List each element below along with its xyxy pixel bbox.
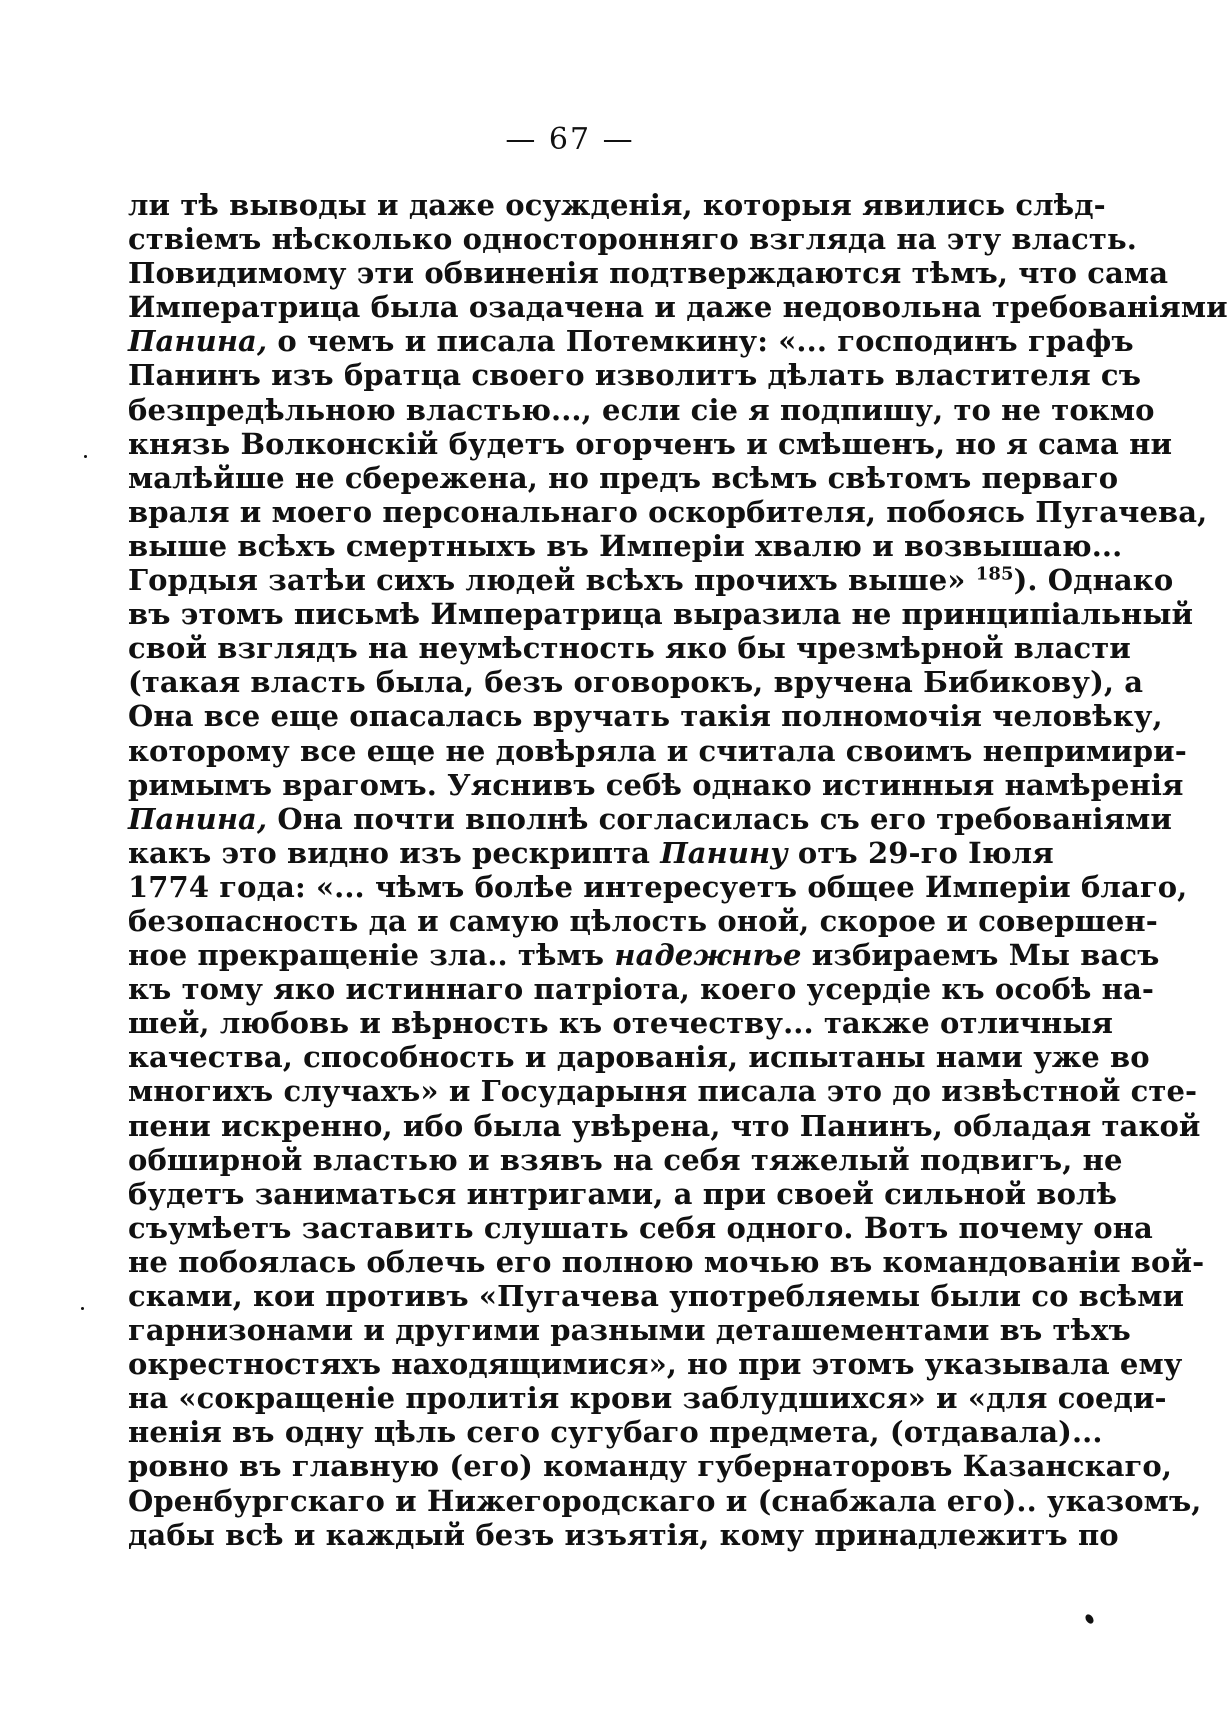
text-segment: дабы всѣ и каждый безъ изъятія, кому принадлежитъ по xyxy=(128,1517,1119,1552)
text-line xyxy=(128,563,1174,598)
text-line xyxy=(128,1449,1173,1484)
text-line xyxy=(128,324,1134,359)
text-segment: ). Однако xyxy=(1013,563,1174,598)
text-segment: Императрица была озадачена и даже недовольна требованіями xyxy=(128,290,1228,325)
text-segment: Она почти вполнѣ согласилась съ его требованіями xyxy=(267,801,1172,836)
text-line xyxy=(128,1483,1202,1518)
text-line xyxy=(128,1279,1185,1313)
print-speck xyxy=(84,455,87,458)
text-segment: выше всѣхъ смертныхъ въ Имперіи хвалю и возвышаю... xyxy=(128,528,1123,563)
text-segment: ли тѣ выводы и даже осужденія, которыя явились слѣд- xyxy=(128,188,1106,222)
text-segment: гарнизонами и другими разными деташементами въ тѣхъ xyxy=(128,1313,1131,1348)
text-line xyxy=(128,665,1144,700)
text-segment: враля и моего персональнаго оскорбителя, побоясь Пугачева, xyxy=(128,494,1208,529)
text-segment: ровно въ главную (его) команду губернаторовъ Казанскаго, xyxy=(128,1449,1173,1484)
text-line xyxy=(128,1517,1119,1552)
text-segment: съумѣетъ заставить слушать себя одного. Вотъ почему она xyxy=(128,1210,1153,1245)
text-segment: ненія въ одну цѣль сего сугубаго предмета, (отдавала)... xyxy=(128,1415,1103,1450)
text-segment: Оренбургскаго и Нижегородскаго и (снабжала его).. указомъ, xyxy=(128,1483,1202,1518)
text-segment: о чемъ и писала Потемкину: «... господинъ графъ xyxy=(267,324,1134,359)
text-line xyxy=(128,631,1131,666)
text-line xyxy=(128,1415,1103,1450)
text-line xyxy=(128,1313,1131,1348)
print-speck xyxy=(81,1307,84,1310)
text-line xyxy=(128,1142,1123,1177)
text-segment: шей, любовь и вѣрность къ отечеству... также отличныя xyxy=(128,1006,1114,1041)
text-segment: на «сокращеніе пролитія крови заблудшихся» и «для соеди- xyxy=(128,1381,1167,1416)
text-line xyxy=(128,869,1188,904)
text-line xyxy=(128,1006,1114,1041)
text-segment: сками, кои противъ «Пугачева употребляемы были со всѣми xyxy=(128,1279,1185,1313)
text-segment: пени искренно, ибо была увѣрена, что Панинъ, обладая такой xyxy=(128,1108,1201,1143)
text-segment: князь Волконскій будетъ огорченъ и смѣшенъ, но я сама ни xyxy=(128,426,1173,461)
text-line xyxy=(128,256,1169,291)
text-segment: избираемъ Мы васъ xyxy=(801,938,1160,973)
text-line xyxy=(128,972,1155,1007)
footnote-marker: 185 xyxy=(975,563,1014,585)
text-line xyxy=(128,358,1142,393)
print-speck xyxy=(1084,1613,1095,1625)
text-line xyxy=(128,1244,1205,1279)
italic-text: Панина, xyxy=(128,801,268,836)
page-number: — 67 — xyxy=(505,122,635,157)
text-segment: обширной властью и взявъ на себя тяжелый подвигъ, не xyxy=(128,1142,1123,1177)
text-line xyxy=(128,1210,1153,1245)
text-line xyxy=(128,1040,1150,1075)
text-line xyxy=(128,938,1160,973)
text-segment: малѣйше не сбережена, но предъ всѣмъ свѣтомъ перваго xyxy=(128,460,1119,495)
text-segment: какъ это видно изъ рескрипта xyxy=(128,835,661,870)
text-line xyxy=(128,494,1208,529)
text-line xyxy=(128,1347,1183,1382)
text-line xyxy=(128,188,1106,222)
text-segment: Она все еще опасалась вручать такія полномочія человѣку, xyxy=(128,699,1163,734)
text-segment: многихъ случахъ» и Государыня писала это до извѣстной сте- xyxy=(128,1074,1198,1109)
text-line xyxy=(128,426,1173,461)
text-line xyxy=(128,222,1137,257)
text-line xyxy=(128,767,1184,802)
italic-text: Панину xyxy=(660,835,788,870)
text-segment: въ этомъ письмѣ Императрица выразила не принципіальный xyxy=(128,597,1194,632)
italic-text: надежнѣе xyxy=(614,938,802,973)
text-line xyxy=(128,733,1187,768)
text-line xyxy=(128,597,1194,632)
text-segment: римымъ врагомъ. Уяснивъ себѣ однако истинныя намѣренія xyxy=(128,767,1184,802)
text-line xyxy=(128,1176,1118,1211)
text-segment: 1774 года: «... чѣмъ болѣе интересуетъ общее Имперіи благо, xyxy=(128,869,1188,904)
text-line xyxy=(128,1381,1167,1416)
text-segment: свой взглядъ на неумѣстность яко бы чрезмѣрной власти xyxy=(128,631,1131,666)
text-line xyxy=(128,801,1172,836)
text-segment: окрестностяхъ находящимися», но при этомъ указывала ему xyxy=(128,1347,1183,1382)
text-line xyxy=(128,290,1228,325)
text-segment: Повидимому эти обвиненія подтверждаются тѣмъ, что сама xyxy=(128,256,1169,291)
text-line xyxy=(128,699,1163,734)
italic-text: Панина, xyxy=(128,324,268,359)
text-line xyxy=(128,392,1155,427)
text-segment: ное прекращеніе зла.. тѣмъ xyxy=(128,938,615,973)
text-segment: не побоялась облечь его полною мочью въ командованіи вой- xyxy=(128,1244,1205,1279)
text-segment: будетъ заниматься интригами, а при своей сильной волѣ xyxy=(128,1176,1118,1211)
text-segment: къ тому яко истиннаго патріота, коего усердіе къ особѣ на- xyxy=(128,972,1155,1007)
text-line xyxy=(128,1108,1201,1143)
text-segment: (такая власть была, безъ оговорокъ, вручена Бибикову), а xyxy=(128,665,1144,700)
text-segment: отъ 29-го Іюля xyxy=(787,835,1054,870)
text-segment: Панинъ изъ братца своего изволитъ дѣлать властителя съ xyxy=(128,358,1142,393)
text-line xyxy=(128,528,1123,563)
text-line xyxy=(128,1074,1198,1109)
text-segment: безопасность да и самую цѣлость оной, скорое и совершен- xyxy=(128,903,1158,938)
text-line xyxy=(128,903,1158,938)
text-segment: безпредѣльною властью..., если сіе я подпишу, то не токмо xyxy=(128,392,1155,427)
text-line xyxy=(128,460,1119,495)
text-segment: ствіемъ нѣсколько односторонняго взгляда на эту власть. xyxy=(128,222,1137,257)
text-segment: качества, способность и дарованія, испытаны нами уже во xyxy=(128,1040,1150,1075)
body-text xyxy=(128,188,1228,1552)
text-segment: которому все еще не довѣряла и считала своимъ непримири- xyxy=(128,733,1187,768)
text-segment: Гордыя затѣи сихъ людей всѣхъ прочихъ выше» xyxy=(128,563,976,598)
text-line xyxy=(128,835,1054,870)
